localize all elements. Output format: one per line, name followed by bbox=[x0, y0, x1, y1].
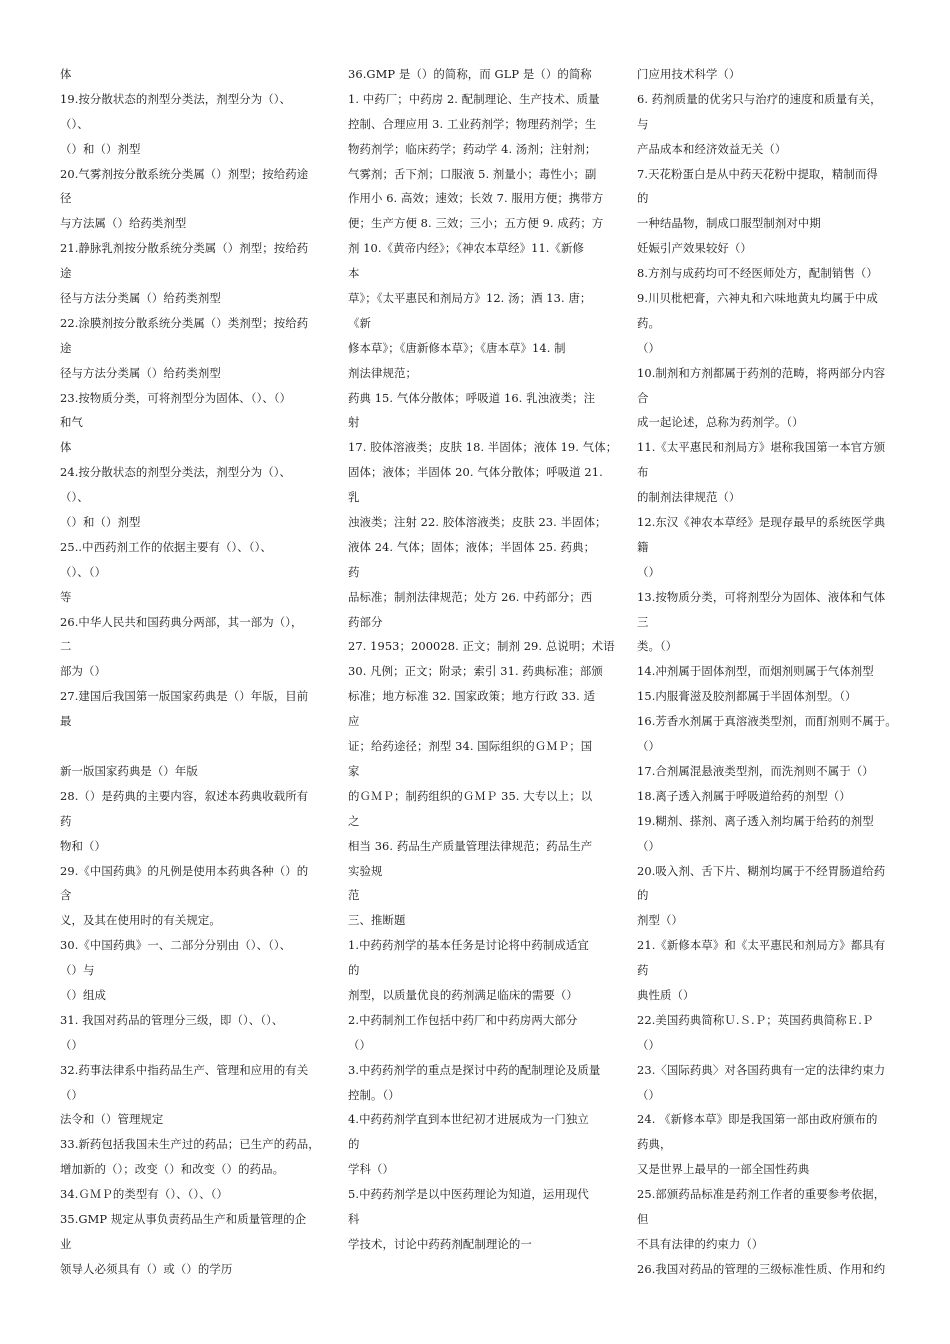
text-line: 12.东汉《神农本草经》是现存最早的系统医学典 bbox=[637, 515, 886, 530]
text-line: 18.离子透入剂属于呼吸道给药的剂型（） bbox=[637, 788, 851, 803]
text-line: 26.中华人民共和国药典分两部，其一部为（）， bbox=[60, 614, 303, 629]
text-line: 20.吸入剂、舌下片、糊剂均属于不经胃肠道给药 bbox=[637, 863, 886, 878]
text-line: 类。（） bbox=[637, 639, 678, 654]
text-line: 14.冲剂属于固体剂型，而烟剂则属于气体剂型 bbox=[637, 664, 874, 679]
text-line: 的 bbox=[348, 963, 360, 978]
text-line: （） bbox=[637, 340, 660, 355]
text-line: 途 bbox=[60, 266, 72, 281]
text-line: 品标准；制剂法律规范；处方 26. 中药部分；西 bbox=[348, 589, 593, 604]
text-line: 本 bbox=[348, 266, 360, 281]
text-line: 药典 15. 气体分散体；呼吸道 16. 乳浊液类；注 bbox=[348, 390, 596, 405]
text-line: 19.糊剂、搽剂、离子透入剂均属于给药的剂型 bbox=[637, 813, 874, 828]
text-line: 法令和（）管理规定 bbox=[60, 1112, 164, 1127]
text-line: 7.天花粉蛋白是从中药天花粉中提取，精制而得 bbox=[637, 166, 878, 181]
text-line: 实验规 bbox=[348, 863, 383, 878]
text-line: 13.按物质分类，可将剂型分为固体、液体和气体 bbox=[637, 589, 886, 604]
text-line: 籍 bbox=[637, 539, 649, 554]
text-line: 妊娠引产效果较好（） bbox=[637, 241, 752, 256]
text-line: 应 bbox=[348, 714, 360, 729]
text-line: 途 bbox=[60, 340, 72, 355]
text-line: 相当 36. 药品生产质量管理法律规范；药品生产 bbox=[348, 838, 593, 853]
text-line: 乳 bbox=[348, 490, 360, 505]
text-line: 作用小 6. 高效；速效；长效 7. 服用方便；携带方 bbox=[348, 191, 604, 206]
text-line: 30.《中国药典》一、二部分分别由（）、（）、 bbox=[60, 938, 292, 953]
text-line: （）和（）剂型 bbox=[60, 141, 141, 156]
text-line: 部为（） bbox=[60, 664, 106, 679]
text-line: （）、 bbox=[60, 116, 89, 131]
text-line: 的 bbox=[637, 191, 649, 206]
text-line: 学技术，讨论中药药剂配制理论的一 bbox=[348, 1236, 532, 1251]
text-line: （） bbox=[637, 1037, 660, 1052]
text-line: 23.〈国际药典〉对各国药典有一定的法律约束力 bbox=[637, 1062, 886, 1077]
text-line: 含 bbox=[60, 888, 72, 903]
text-line: 17. 胶体溶液类；皮肤 18. 半固体；液体 19. 气体； bbox=[348, 440, 618, 455]
text-line: 36.GMP 是（）的简称，而 GLP 是（）的简称 bbox=[348, 67, 592, 81]
text-line: 便；生产方便 8. 三效；三小；五方便 9. 成药；方 bbox=[348, 216, 604, 231]
text-line: 8.方剂与成药均可不经医师处方，配制销售（） bbox=[637, 266, 878, 281]
text-line: （） bbox=[637, 564, 660, 579]
text-line: 等 bbox=[60, 589, 72, 604]
text-line: 2.中药制剂工作包括中药厂和中药房两大部分 bbox=[348, 1012, 578, 1027]
text-line: 证；给药途径；剂型 34. 国际组织的ＧＭＰ；国 bbox=[348, 739, 593, 754]
text-line: 固体；液体；半固体 20. 气体分散体；呼吸道 21. bbox=[348, 465, 603, 480]
text-line: 21.《新修本草》和《太平惠民和剂局方》都具有 bbox=[637, 938, 886, 953]
text-line: 义，及其在使用时的有关规定。 bbox=[60, 913, 221, 928]
text-line: 24. 《新修本草》即是我国第一部由政府颁布的 bbox=[637, 1112, 878, 1127]
text-line: 成一起论述，总称为药剂学。（） bbox=[637, 415, 804, 430]
text-line: 27.建国后我国第一版国家药典是（）年版，目前 bbox=[60, 689, 309, 704]
text-line: 药部分 bbox=[348, 614, 383, 629]
text-line: 的制剂法律规范（） bbox=[637, 490, 741, 505]
text-line: （） bbox=[637, 838, 660, 853]
text-line: 的 bbox=[637, 888, 649, 903]
text-line: （） bbox=[637, 1087, 660, 1102]
middle-column bbox=[348, 62, 618, 1257]
text-line: 学科（） bbox=[348, 1162, 394, 1177]
text-line: 22.美国药典简称Ｕ.Ｓ.Ｐ；英国药典简称Ｅ.Ｐ bbox=[637, 1012, 874, 1027]
text-line: 科 bbox=[348, 1211, 360, 1226]
text-line: 一种结晶物，制成口服型制剂对中期 bbox=[637, 216, 821, 231]
text-line: 体 bbox=[60, 440, 72, 455]
text-line: 《新 bbox=[348, 315, 371, 330]
text-line: 10.制剂和方剂都属于药剂的范畴，将两部分内容 bbox=[637, 365, 886, 380]
text-line: 和气 bbox=[60, 415, 83, 430]
text-line: 控制。（） bbox=[348, 1087, 400, 1102]
text-line: 的 bbox=[348, 1137, 360, 1152]
text-line: 9.川贝枇杷膏，六神丸和六味地黄丸均属于中成 bbox=[637, 291, 878, 306]
text-line: 5.中药药剂学是以中医药理论为知道，运用现代 bbox=[348, 1187, 589, 1202]
text-line: 又是世界上最早的一部全国性药典 bbox=[637, 1162, 810, 1177]
text-line: 新一版国家药典是（）年版 bbox=[60, 763, 198, 778]
text-line: 液体 24. 气体；固体；液体；半固体 25. 药典； bbox=[348, 539, 596, 554]
text-line: 布 bbox=[637, 465, 649, 480]
text-line: 但 bbox=[637, 1211, 649, 1226]
text-line: 业 bbox=[60, 1236, 72, 1251]
text-line: 与方法属（）给药类剂型 bbox=[60, 216, 187, 231]
text-line: 32.药事法律系中指药品生产、管理和应用的有关 bbox=[60, 1062, 309, 1077]
text-line: 21.静脉乳剂按分散系统分类属（）剂型；按给药 bbox=[60, 241, 309, 256]
text-line: 修本草》；《唐新修本草》；《唐本草》14. 制 bbox=[348, 340, 566, 355]
text-line: 径与方法分类属（）给药类剂型 bbox=[60, 365, 221, 380]
text-line: 20.气雾剂按分散系统分类属（）剂型；按给药途 bbox=[60, 166, 309, 181]
text-line: 33.新药包括我国未生产过的药品；已生产的药品， bbox=[60, 1137, 320, 1152]
text-line: 二 bbox=[60, 639, 72, 654]
text-line: 最 bbox=[60, 714, 72, 729]
text-line: 药 bbox=[348, 564, 360, 579]
text-line: 34.ＧＭＰ的类型有（）、（）、（） bbox=[60, 1187, 228, 1202]
text-line: 19.按分散状态的剂型分类法，剂型分为（）、 bbox=[60, 91, 292, 106]
text-line: 的ＧＭＰ；制药组织的ＧＭＰ 35. 大专以上；以 bbox=[348, 788, 593, 803]
text-line: 领导人必须具有（）或（）的学历 bbox=[60, 1261, 233, 1276]
text-line: 26.我国对药品的管理的三级标准性质、作用和约 bbox=[637, 1261, 886, 1276]
text-line: 17.合剂属混悬液类型剂，而洗剂则不属于（） bbox=[637, 763, 874, 778]
text-line: 门应用技术科学（） bbox=[637, 67, 741, 81]
text-line: 产品成本和经济效益无关（） bbox=[637, 141, 787, 156]
text-line: 16.芳香水剂属于真溶液类型剂，而酊剂则不属于。 bbox=[637, 714, 897, 729]
text-line: 剂型（） bbox=[637, 913, 683, 928]
text-line: 1. 中药厂；中药房 2. 配制理论、生产技术、质量 bbox=[348, 91, 600, 106]
text-line: 28.（）是药典的主要内容，叙述本药典收载所有 bbox=[60, 788, 309, 803]
text-line: （）组成 bbox=[60, 987, 106, 1002]
text-line: （）与 bbox=[60, 963, 95, 978]
left-column bbox=[60, 62, 328, 1282]
text-line: （）、（） bbox=[60, 564, 107, 579]
text-line: 药 bbox=[60, 813, 72, 828]
text-line: 范 bbox=[348, 888, 360, 903]
text-line: 草》；《太平惠民和剂局方》12. 汤；酒 13. 唐； bbox=[348, 291, 592, 306]
text-line: （）和（）剂型 bbox=[60, 515, 141, 530]
text-line: 27. 1953；200028. 正文；制剂 29. 总说明；术语 bbox=[348, 639, 615, 654]
text-line: 22.涂膜剂按分散系统分类属（）类剂型；按给药 bbox=[60, 315, 309, 330]
text-line: 35.GMP 规定从事负责药品生产和质量管理的企 bbox=[60, 1211, 307, 1226]
text-line: 25..中西药剂工作的依据主要有（）、（）、 bbox=[60, 539, 272, 554]
text-line bbox=[60, 734, 328, 759]
text-line: 家 bbox=[348, 763, 360, 778]
text-line: 体 bbox=[60, 67, 72, 81]
text-line: 物药剂学；临床药学；药动学 4. 汤剂；注射剂； bbox=[348, 141, 597, 156]
text-line: 径与方法分类属（）给药类剂型 bbox=[60, 291, 221, 306]
text-line: 30. 凡例；正文；附录；索引 31. 药典标准；部颁 bbox=[348, 664, 603, 679]
text-line: （） bbox=[348, 1037, 371, 1052]
text-line: （） bbox=[60, 1087, 83, 1102]
text-line: 剂法律规范； bbox=[348, 365, 417, 380]
text-line: 15.内服膏滋及胶剂都属于半固体剂型。（） bbox=[637, 689, 857, 704]
text-line: 合 bbox=[637, 390, 649, 405]
text-line: 物和（） bbox=[60, 838, 106, 853]
text-line: 气雾剂；舌下剂；口服液 5. 剂量小；毒性小；副 bbox=[348, 166, 597, 181]
text-line: 三 bbox=[637, 614, 649, 629]
text-line: 径 bbox=[60, 191, 72, 206]
text-line: 射 bbox=[348, 415, 360, 430]
text-line: 不具有法律的约束力（） bbox=[637, 1236, 764, 1251]
text-line: （） bbox=[60, 1037, 83, 1052]
text-line: 6. 药剂质量的优劣只与治疗的速度和质量有关， bbox=[637, 91, 882, 106]
text-line: 25.部颁药品标准是药剂工作者的重要参考依据， bbox=[637, 1187, 886, 1202]
text-line: 药典， bbox=[637, 1137, 672, 1152]
text-line: 与 bbox=[637, 116, 649, 131]
text-line: 控制、合理应用 3. 工业药剂学；物理药剂学；生 bbox=[348, 116, 597, 131]
right-column bbox=[637, 62, 907, 1282]
text-line: 三、推断题 bbox=[348, 913, 406, 928]
text-line: 3.中药药剂学的重点是探讨中药的配制理论及质量 bbox=[348, 1062, 601, 1077]
text-line: 4.中药药剂学直到本世纪初才进展成为一门独立 bbox=[348, 1112, 589, 1127]
text-line: 23.按物质分类，可将剂型分为固体、（）、（） bbox=[60, 390, 292, 405]
text-line: 剂型，以质量优良的药剂满足临床的需要（） bbox=[348, 987, 578, 1002]
text-line: 药 bbox=[637, 963, 649, 978]
text-line: 24.按分散状态的剂型分类法，剂型分为（）、 bbox=[60, 465, 292, 480]
text-line: 典性质（） bbox=[637, 987, 695, 1002]
text-line: 增加新的（）；改变（）和改变（）的药品。 bbox=[60, 1162, 285, 1177]
text-line: （）、 bbox=[60, 490, 89, 505]
text-line: 29.《中国药典》的凡例是使用本药典各种（）的 bbox=[60, 863, 309, 878]
text-line: 浊液类；注射 22. 胶体溶液类；皮肤 23. 半固体； bbox=[348, 515, 607, 530]
text-line: 药。 bbox=[637, 315, 660, 330]
text-line: 31. 我国对药品的管理分三级，即（）、（）、 bbox=[60, 1012, 284, 1027]
text-line: 剂 10.《黄帝内经》；《神农本草经》11.《新修 bbox=[348, 241, 584, 256]
text-line: （） bbox=[637, 739, 660, 754]
text-line: 标准；地方标准 32. 国家政策；地方行政 33. 适 bbox=[348, 689, 596, 704]
text-line: 11.《太平惠民和剂局方》堪称我国第一本官方颁 bbox=[637, 440, 886, 455]
text-line: 1.中药药剂学的基本任务是讨论将中药制成适宜 bbox=[348, 938, 589, 953]
text-line: 之 bbox=[348, 813, 360, 828]
